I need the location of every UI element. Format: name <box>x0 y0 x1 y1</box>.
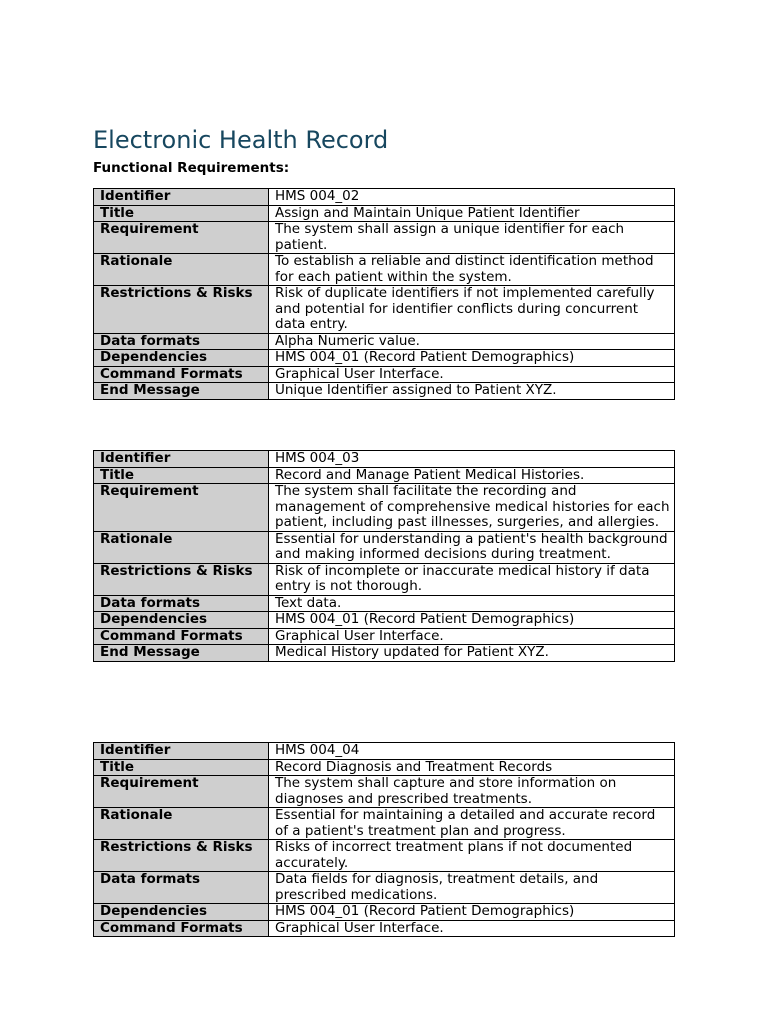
row-label: Command Formats <box>94 920 269 937</box>
row-value: The system shall assign a unique identifier for each patient. <box>269 222 675 254</box>
table-row <box>94 872 675 904</box>
table-row <box>94 743 675 760</box>
row-label: Dependencies <box>94 612 269 629</box>
row-label: Title <box>94 759 269 776</box>
row-value: Graphical User Interface. <box>269 366 675 383</box>
row-value: Essential for understanding a patient's health background and making informed decisions during treatment. <box>269 531 675 563</box>
table-row <box>94 484 675 532</box>
row-label: Requirement <box>94 776 269 808</box>
row-label: Dependencies <box>94 904 269 921</box>
row-label: Identifier <box>94 743 269 760</box>
table-row <box>94 840 675 872</box>
row-label: Data formats <box>94 595 269 612</box>
row-label: Requirement <box>94 484 269 532</box>
table-row <box>94 366 675 383</box>
row-value: Graphical User Interface. <box>269 920 675 937</box>
row-value: HMS 004_01 (Record Patient Demographics) <box>269 904 675 921</box>
table-row <box>94 645 675 662</box>
row-label: Requirement <box>94 222 269 254</box>
row-value: To establish a reliable and distinct identification method for each patient within the system. <box>269 254 675 286</box>
row-value: Record Diagnosis and Treatment Records <box>269 759 675 776</box>
row-label: Identifier <box>94 189 269 206</box>
row-label: Command Formats <box>94 628 269 645</box>
row-label: Data formats <box>94 872 269 904</box>
row-value: Risks of incorrect treatment plans if not documented accurately. <box>269 840 675 872</box>
row-label: Rationale <box>94 808 269 840</box>
row-label: Restrictions & Risks <box>94 563 269 595</box>
requirement-table-3 <box>93 742 675 937</box>
row-value: HMS 004_04 <box>269 743 675 760</box>
table-row <box>94 451 675 468</box>
table-row <box>94 254 675 286</box>
table-row <box>94 808 675 840</box>
row-value: Data fields for diagnosis, treatment details, and prescribed medications. <box>269 872 675 904</box>
row-value: Record and Manage Patient Medical Histories. <box>269 467 675 484</box>
section-heading: Functional Requirements: <box>93 160 290 176</box>
table-row <box>94 920 675 937</box>
row-label: Restrictions & Risks <box>94 840 269 872</box>
table-row <box>94 333 675 350</box>
row-label: Command Formats <box>94 366 269 383</box>
row-value: Assign and Maintain Unique Patient Identifier <box>269 205 675 222</box>
table-row <box>94 759 675 776</box>
table-row <box>94 531 675 563</box>
row-value: The system shall capture and store information on diagnoses and prescribed treatments. <box>269 776 675 808</box>
table-row <box>94 189 675 206</box>
row-value: Risk of duplicate identifiers if not implemented carefully and potential for identifier conflicts during concurrent data entry. <box>269 286 675 334</box>
row-value: Essential for maintaining a detailed and accurate record of a patient's treatment plan and progress. <box>269 808 675 840</box>
row-label: Title <box>94 467 269 484</box>
row-value: Risk of incomplete or inaccurate medical history if data entry is not thorough. <box>269 563 675 595</box>
table-row <box>94 205 675 222</box>
row-value: Unique Identifier assigned to Patient XYZ. <box>269 383 675 400</box>
row-value: Graphical User Interface. <box>269 628 675 645</box>
table-row <box>94 467 675 484</box>
row-label: Identifier <box>94 451 269 468</box>
document-title: Electronic Health Record <box>93 126 389 154</box>
table-row <box>94 383 675 400</box>
row-label: Title <box>94 205 269 222</box>
table-row <box>94 563 675 595</box>
row-label: End Message <box>94 383 269 400</box>
row-value: Medical History updated for Patient XYZ. <box>269 645 675 662</box>
table-row <box>94 612 675 629</box>
requirement-table-2 <box>93 450 675 662</box>
row-label: End Message <box>94 645 269 662</box>
table-row <box>94 286 675 334</box>
table-row <box>94 350 675 367</box>
row-label: Rationale <box>94 254 269 286</box>
row-value: HMS 004_03 <box>269 451 675 468</box>
table-row <box>94 628 675 645</box>
table-row <box>94 776 675 808</box>
row-value: HMS 004_02 <box>269 189 675 206</box>
row-label: Data formats <box>94 333 269 350</box>
table-row <box>94 595 675 612</box>
row-value: Text data. <box>269 595 675 612</box>
table-row <box>94 904 675 921</box>
row-value: The system shall facilitate the recording and management of comprehensive medical histories for each patient, including past illnesses, surgeries, and allergies. <box>269 484 675 532</box>
row-value: HMS 004_01 (Record Patient Demographics) <box>269 350 675 367</box>
row-value: Alpha Numeric value. <box>269 333 675 350</box>
row-label: Rationale <box>94 531 269 563</box>
row-value: HMS 004_01 (Record Patient Demographics) <box>269 612 675 629</box>
table-row <box>94 222 675 254</box>
requirement-table-1 <box>93 188 675 400</box>
row-label: Dependencies <box>94 350 269 367</box>
row-label: Restrictions & Risks <box>94 286 269 334</box>
